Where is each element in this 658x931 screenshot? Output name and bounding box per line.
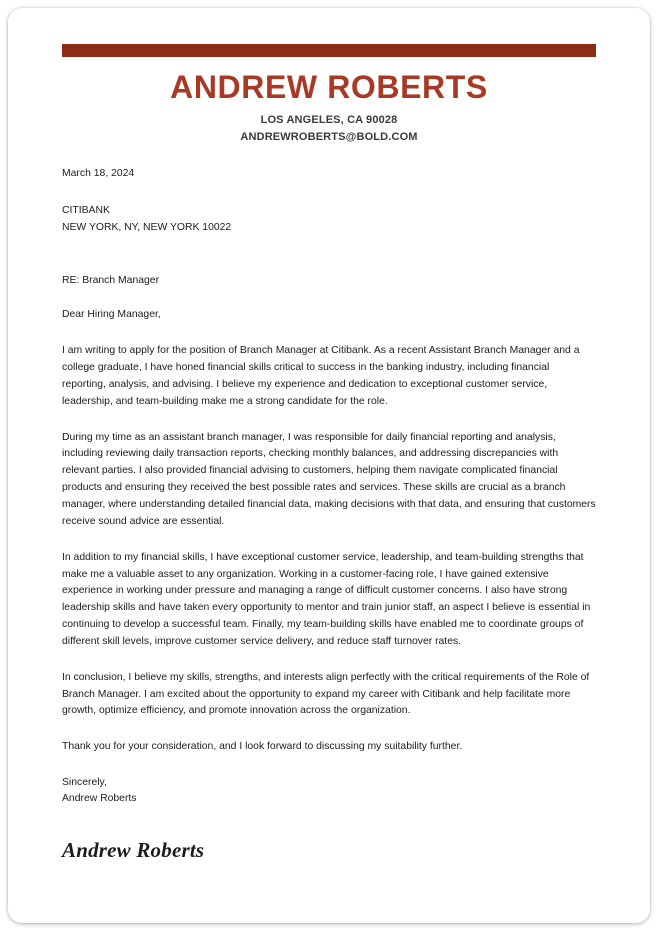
closing-name: Andrew Roberts xyxy=(62,793,137,805)
body-paragraph: During my time as an assistant branch manager, I was responsible for daily financial reporting and analysis, including reviewing daily transaction reports, checking monthly balances, and addressing discrepancies with relevant parties. I also provided financial advising to customers, helping them navigate complicated financial products and ensuring they received the best possible rates and services. These skills are crucial as a branch manager, where understanding detailed financial data, making decisions with that data, and ensuring that customers receive sound advice are essential. xyxy=(62,431,596,527)
page-title: ANDREW ROBERTS xyxy=(170,69,488,105)
recipient-block xyxy=(62,203,596,237)
sign-off-block xyxy=(62,775,596,807)
recipient-company: CITIBANK xyxy=(62,204,110,216)
page-content xyxy=(8,8,650,923)
signature: Andrew Roberts xyxy=(62,838,205,863)
body-paragraph: In addition to my financial skills, I have exceptional customer service, leadership, and team-building strengths that make me a valuable asset to any organization. Working in a customer-facing role, I have gained extensive experience in working under pressure and managing a range of difficult customer concerns. I also have strong leadership skills and have taken every opportunity to mentor and train junior staff, an aspect I believe is essential in continuing to develop a successful team. Finally, my team-building skills have enabled me to coordinate groups of different skill levels, improve customer service delivery, and reduce staff turnover rates. xyxy=(62,551,591,647)
subject-line: RE: Branch Manager xyxy=(62,274,160,286)
closing-thanks: Thank you for your consideration, and I look forward to discussing my suitability further. xyxy=(62,741,463,753)
salutation: Dear Hiring Manager, xyxy=(62,309,161,321)
body-paragraph: In conclusion, I believe my skills, strengths, and interests align perfectly with the critical requirements of the Role of Branch Manager. I am excited about the opportunity to expand my career with Citibank and help facilitate more growth, optimize efficiency, and promote innovation across the organization. xyxy=(62,671,590,717)
closing-word: Sincerely, xyxy=(62,777,107,789)
letter-date: March 18, 2024 xyxy=(62,168,135,179)
body-paragraph: I am writing to apply for the position of Branch Manager at Citibank. As a recent Assistant Branch Manager and a college graduate, I have honed financial skills critical to success in the banking industry, including financial reporting, analysis, and advising. I believe my experience and dedication to exceptional customer service, leadership, and team-building make me a strong candidate for the role. xyxy=(62,345,580,407)
letter-body xyxy=(62,166,596,867)
header-accent-bar xyxy=(62,44,596,57)
recipient-address: NEW YORK, NY, NEW YORK 10022 xyxy=(62,221,232,233)
cover-letter-page xyxy=(8,8,650,923)
contact-email: ANDREWROBERTS@BOLD.COM xyxy=(240,131,418,143)
contact-location: LOS ANGELES, CA 90028 xyxy=(260,114,398,126)
